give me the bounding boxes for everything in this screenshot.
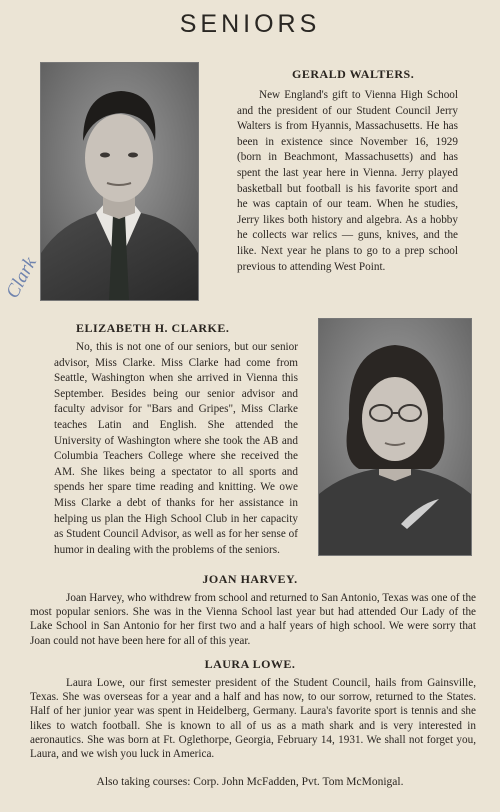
heading-laura-lowe: LAURA LOWE.: [204, 657, 296, 671]
handwritten-signature: Clark: [2, 253, 41, 302]
heading-gerald-walters: GERALD WALTERS.: [292, 67, 415, 81]
photo-gerald-walters: [40, 62, 199, 301]
bio-laura-lowe: Laura Lowe, our first semester president of the Student Council, hails from Gainsville, Texas. She was overseas for a year and a half and has now, to our sorrow, returned to the States. Half of her junior year was spent in Heidelberg, Germany. Laura's favorite sport is tennis and she likes to watch football. She is known to all of us as a math shark and is very interested in aeronautics. She was born at Ft. Oglethorpe, Georgia, February 14, 1931. We shall not forget you, Laura, and we wish you luck in America.: [30, 677, 476, 761]
portrait-walters-image: [41, 63, 198, 300]
bio-joan-harvey: Joan Harvey, who withdrew from school and returned to San Antonio, Texas was one of the most popular seniors. She was in the Vienna School last year but had attended Our Lady of the Lake School in San Antonio for her first two and a half years of high school. We were sorry that Joan could not have been here for all of this year.: [30, 592, 476, 647]
heading-elizabeth-clarke: ELIZABETH H. CLARKE.: [76, 321, 230, 335]
heading-joan-harvey: JOAN HARVEY.: [202, 572, 298, 586]
also-taking-courses: Also taking courses: Corp. John McFadden, Pvt. Tom McMonigal.: [96, 776, 404, 788]
page-title: SENIORS: [179, 10, 321, 38]
bio-gerald-walters: New England's gift to Vienna High School and the president of our Student Council Jerry Walters is from Hyannis, Massachusetts. He has been in existence since November 16, 1929 (born in Beachmont, Massachusetts) and has spent the last year here in Vienna. Jerry played basketball but football is his favorite sport and he was captain of our team. When he studies, Jerry likes both history and algebra. As a hobby he collects war relics — guns, knives, and the like. Next year he plans to go to a prep school previous to attending West Point.: [237, 89, 458, 273]
portrait-clarke-image: [319, 319, 471, 555]
photo-elizabeth-clarke: [318, 318, 472, 556]
bio-elizabeth-clarke: No, this is not one of our seniors, but our senior advisor, Miss Clarke. Miss Clarke had come from Seattle, Washington when she arrived in Vienna this September. Besides being our senior advisor and faculty advisor for "Bars and Gripes", Miss Clarke teaches Latin and English. She attended the University of Washington where she took the AB and Columbia Teachers College where she received the AM. She likes being a spectator to all sports and spends her spare time reading and knitting. We owe Miss Clarke a debt of thanks for her assistance in helping us plan the High School Club in her capacity as Student Council Advisor, as well as for her sense of humor in dealing with the problems of the seniors.: [54, 341, 298, 556]
